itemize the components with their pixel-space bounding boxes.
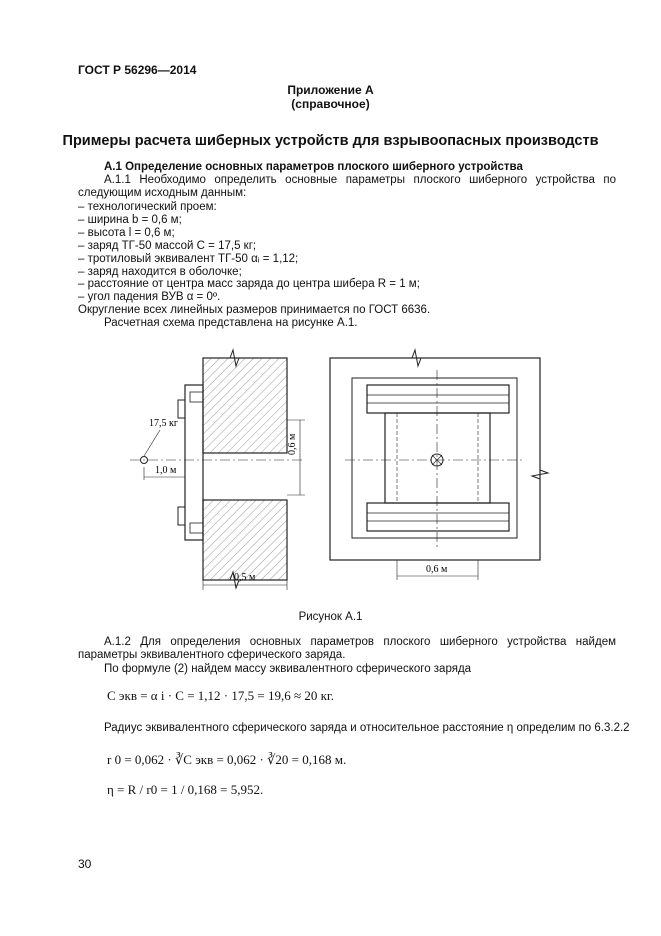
- figure-a1: [0, 340, 661, 590]
- paragraph-a12: А.1.2 Для определения основных параметров плоского шиберного устройства найдем параметры эквивалентного сферического заряда.: [78, 636, 616, 662]
- formula-equivalent-mass: C экв = α i · C = 1,12 · 17,5 = 19,6 ≈ 20 кг.: [107, 688, 335, 703]
- width-label: 0,6 м: [426, 564, 448, 575]
- scheme-note: Расчетная схема представлена на рисунке А.1.: [104, 317, 358, 329]
- list-item: – высота l = 0,6 м;: [78, 226, 175, 239]
- page-number: 30: [78, 857, 92, 871]
- formula-radius: r 0 = 0,062 · ∛C экв = 0,062 · ∛20 = 0,168 м.: [107, 752, 347, 767]
- charge-mass-label: 17,5 кг: [149, 418, 178, 429]
- section-heading: А.1 Определение основных параметров плоского шиберного устройства: [104, 161, 523, 173]
- formula-eta: η = R / r0 = 1 / 0,168 = 5,952.: [107, 782, 264, 797]
- list-item: – заряд находится в оболочке;: [78, 265, 242, 278]
- appendix-subtitle: (справочное): [291, 97, 370, 111]
- list-item: – расстояние от центра масс заряда до центра шибера R = 1 м;: [78, 278, 420, 291]
- list-item: – заряд ТГ-50 массой С = 17,5 кг;: [78, 239, 257, 252]
- list-item: – технологический проем:: [78, 201, 217, 213]
- main-title: Примеры расчета шиберных устройств для взрывоопасных производств: [62, 133, 599, 149]
- list-item: – тротиловый эквивалент ТГ-50 αᵢ = 1,12;: [78, 252, 299, 265]
- list-item: – угол падения ВУВ α = 0º.: [78, 291, 221, 304]
- thickness-label: 0,5 м: [234, 572, 256, 583]
- rounding-note: Округление всех линейных размеров принимается по ГОСТ 6636.: [78, 304, 431, 316]
- distance-label: 1,0 м: [155, 465, 177, 476]
- front-view: [330, 350, 548, 580]
- radius-intro: Радиус эквивалентного сферического заряда и относительное расстояние η определим по 6.3.2.2: [104, 722, 630, 734]
- list-item: – ширина b = 0,6 м;: [78, 213, 182, 226]
- figure-caption: Рисунок А.1: [298, 611, 363, 623]
- appendix-title: Приложение А: [287, 83, 374, 97]
- side-view: [130, 350, 305, 590]
- height-label: 0,6 м: [287, 433, 298, 455]
- formula-intro: По формуле (2) найдем массу эквивалентного сферического заряда: [104, 663, 472, 675]
- document-code: ГОСТ Р 56296—2014: [78, 63, 197, 77]
- paragraph-a11: А.1.1 Необходимо определить основные параметры плоского шиберного устройства по следующим исходным данным:: [78, 174, 616, 200]
